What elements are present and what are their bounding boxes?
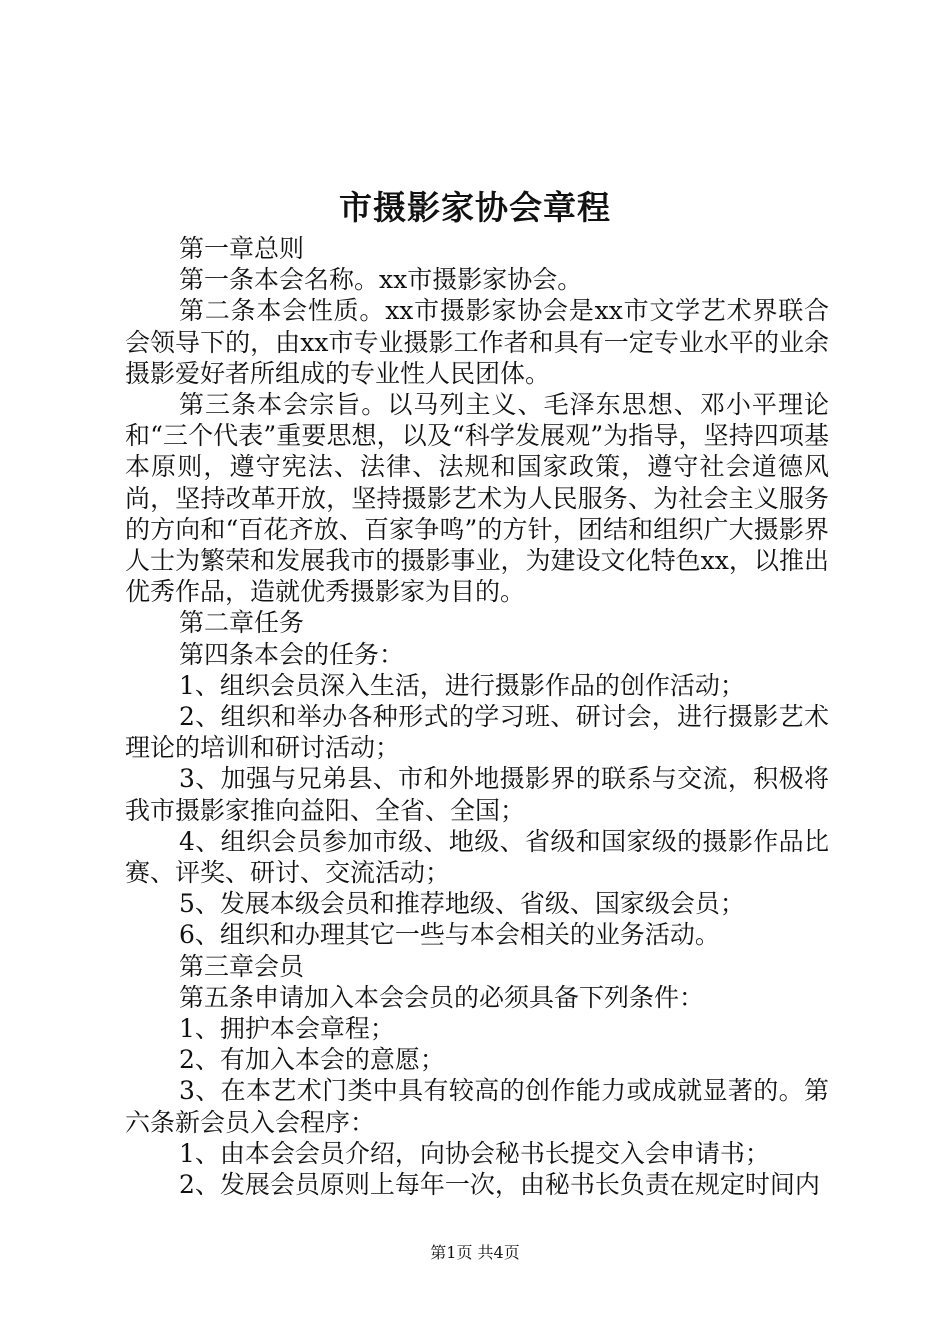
- paragraph: 1、拥护本会章程；: [179, 1014, 395, 1044]
- paragraph: 2、发展会员原则上每年一次，由秘书长负责在规定时间内: [179, 1170, 820, 1200]
- paragraph: 1、由本会会员介绍，向协会秘书长提交入会申请书；: [179, 1138, 770, 1168]
- paragraph: 第五条申请加入本会会员的必须具备下列条件：: [179, 982, 705, 1012]
- paragraph: 第三条本会宗旨。以马列主义、毛泽东思想、邓小平理论和“三个代表”重要思想，以及“科学发展观”为指导，坚持四项基本原则，遵守宪法、法律、法规和国家政策，遵守社会道德风尚，坚持改革开放，坚持摄影艺术为人民服务、为社会主义服务的方向和“百花齐放、百家争鸣”的方针，团结和组织广大摄影界人士为繁荣和发展我市的摄影事业，为建设文化特色xx，以推出优秀作品，造就优秀摄影家为目的。: [125, 390, 829, 607]
- paragraph: 1、组织会员深入生活，进行摄影作品的创作活动；: [179, 670, 745, 700]
- paragraph: 2、组织和举办各种形式的学习班、研讨会，进行摄影艺术理论的培训和研讨活动；: [125, 702, 829, 763]
- document-title: 市摄影家协会章程: [339, 188, 611, 227]
- paragraph: 5、发展本级会员和推荐地级、省级、国家级会员；: [179, 889, 745, 919]
- paragraph: 4、组织会员参加市级、地级、省级和国家级的摄影作品比赛、评奖、研讨、交流活动；: [125, 826, 829, 888]
- page-footer: 第1页 共4页: [430, 1243, 520, 1262]
- paragraph: 3、在本艺术门类中具有较高的创作能力或成就显著的。第六条新会员入会程序：: [125, 1076, 829, 1137]
- paragraph: 第四条本会的任务：: [179, 639, 405, 669]
- paragraph: 3、加强与兄弟县、市和外地摄影界的联系与交流，积极将我市摄影家推向益阳、全省、全国；: [125, 764, 829, 825]
- paragraph: 第一章总则: [179, 234, 305, 263]
- paragraph: 第一条本会名称。xx市摄影家协会。: [179, 265, 583, 295]
- paragraph: 第二条本会性质。xx市摄影家协会是xx市文学艺术界联合会领导下的，由xx市专业摄影工作者和具有一定专业水平的业余摄影爱好者所组成的专业性人民团体。: [125, 296, 829, 388]
- paragraph: 6、组织和办理其它一些与本会相关的业务活动。: [179, 920, 720, 950]
- paragraph: 第二章任务: [179, 608, 305, 638]
- paragraph: 2、有加入本会的意愿；: [179, 1045, 445, 1075]
- paragraph: 第三章会员: [179, 951, 305, 981]
- document-body: [125, 233, 829, 1200]
